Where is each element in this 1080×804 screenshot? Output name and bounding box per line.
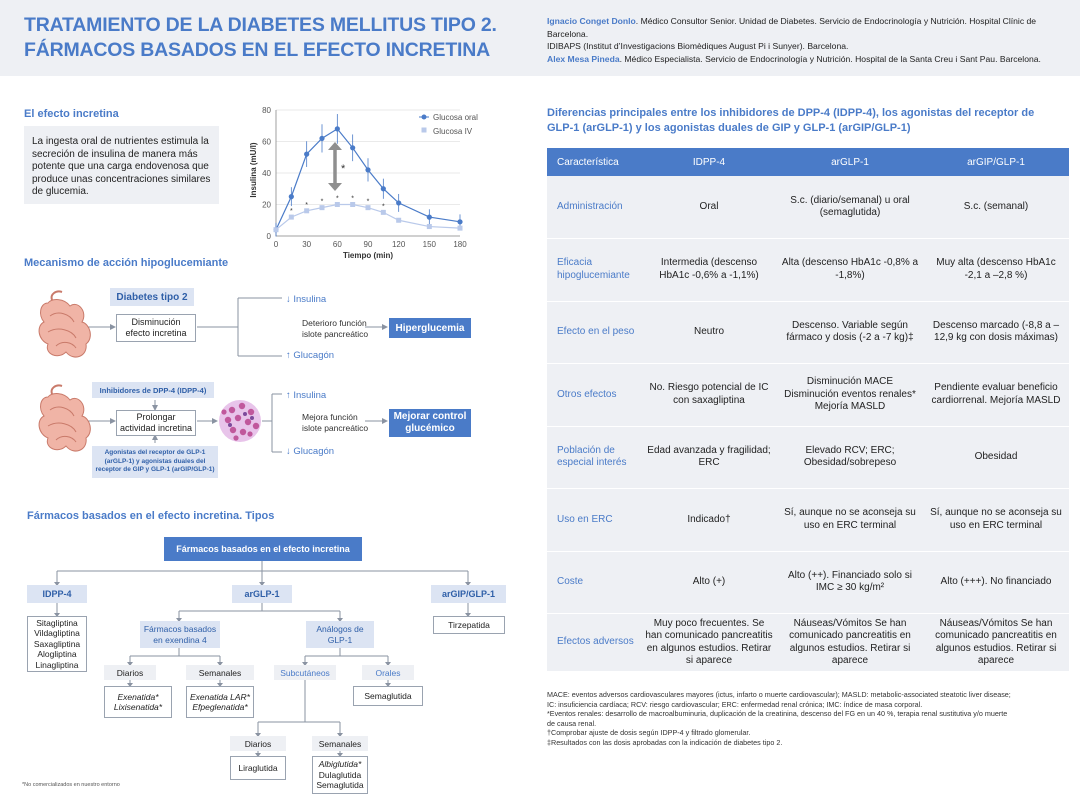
table-cell: Náuseas/Vómitos Se han comunicado pancreatitis en algunos estudios. Retirar si aparece	[777, 614, 923, 672]
footnote: de causa renal.	[547, 718, 597, 728]
tree-root-box: Fármacos basados en el efecto incretina	[164, 537, 362, 561]
table-cell: Alto (+++). No financiado	[923, 551, 1069, 614]
agonist-line-3: receptor de GIP y GLP-1 (arGIP/GLP-1)	[95, 466, 215, 474]
table-cell: S.c. (diario/semanal) u oral (semaglutida)	[777, 176, 923, 239]
table-cell: Intermedia (descenso HbA1c -0,6% a -1,1%)	[641, 239, 777, 302]
exendina-weekly-list	[186, 686, 254, 718]
table-cell: Oral	[641, 176, 777, 239]
table-cell: Sí, aunque no se aconseja su uso en ERC terminal	[777, 489, 923, 552]
semaglutida-oral-box: Semaglutida	[353, 686, 423, 706]
chart-significance-mark: *	[381, 203, 385, 211]
title-line-1: TRATAMIENTO DE LA DIABETES MELLITUS TIPO 2.	[24, 14, 497, 36]
not-marketed-note: *No comercializados en nuestro entorno	[22, 782, 120, 788]
glucagon-down-label: ↓ Glucagón	[286, 446, 335, 457]
semanales-2-box: Semanales	[312, 736, 368, 751]
title-line-2: FÁRMACOS BASADOS EN EL EFECTO INCRETINA	[24, 39, 491, 61]
table-row	[547, 426, 1069, 489]
mejorar-line-2: glucémico	[405, 423, 455, 434]
chart-ytick-label: 0	[266, 232, 271, 241]
exendina-box	[140, 621, 220, 648]
table-cell: Sí, aunque no se aconseja su uso en ERC terminal	[923, 489, 1069, 552]
idpp4-drug: Sitagliptina	[36, 617, 78, 628]
analogos-line-2: GLP-1	[327, 634, 353, 645]
row-label: Coste	[547, 551, 641, 614]
chart-xtick-label: 30	[302, 240, 312, 249]
albiglutida-item: Albiglutida*	[318, 759, 362, 770]
legend-iv: Glucosa IV	[433, 127, 473, 136]
chart-ytick-label: 60	[262, 137, 271, 147]
exendina-line-2: en exendina 4	[153, 634, 207, 645]
insulin-down-label: ↓ Insulina	[286, 294, 327, 305]
row-label: Población de especial interés	[547, 426, 641, 489]
row-label: Efectos adversos	[547, 614, 641, 672]
chart-xtick-label: 120	[391, 240, 406, 249]
efpeglenatida-item: Efpeglenatida*	[192, 702, 248, 712]
table-cell: Muy poco frecuentes. Se han comunicado pancreatitis en algunos estudios. Retirar si aparece	[641, 614, 777, 672]
tree-arglp1-box: arGLP-1	[232, 585, 292, 603]
table-header-cell: IDPP-4	[641, 148, 777, 176]
legend-oral: Glucosa oral	[433, 113, 478, 122]
table-cell: Pendiente evaluar beneficio cardiorrenal. Mejoría MASLD	[923, 364, 1069, 427]
chart-significance-mark: *	[335, 195, 339, 203]
table-row	[547, 551, 1069, 614]
idpp4-drug: Saxagliptina	[33, 638, 81, 649]
table-header-cell: Característica	[547, 148, 641, 176]
table-cell: Elevado RCV; ERC; Obesidad/sobrepeso	[777, 426, 923, 489]
table-row	[547, 176, 1069, 239]
idpp4-drug: Alogliptina	[37, 649, 77, 660]
chart-xtick-label: 60	[332, 240, 342, 249]
table-header-cell: arGIP/GLP-1	[923, 148, 1069, 176]
footnotes	[547, 690, 1067, 748]
hyperglycemia-box: Hiperglucemia	[389, 318, 471, 338]
liraglutida-box: Liraglutida	[230, 756, 286, 780]
dulaglutida-item: Dulaglutida	[318, 769, 362, 780]
row-label: Administración	[547, 176, 641, 239]
author-2-name: Alex Mesa Pineda	[547, 53, 620, 64]
diarios-2-box: Diarios	[230, 736, 286, 751]
analogos-line-1: Análogos de	[316, 624, 364, 634]
table-cell: Obesidad	[923, 426, 1069, 489]
exenatida-lar-item: Exenatida LAR*	[189, 691, 250, 702]
comparison-title: Diferencias principales entre los inhibidores de DPP-4 (IDPP-4), los agonistas del receptor de GLP-1 (arGLP-1) y los agonistas duales de GIP y GLP-1 (arGIP/GLP-1)	[547, 107, 1035, 134]
intro-box: La ingesta oral de nutrientes estimula la secreción de insulina de manera más potente que una carga endovenosa que produce unas concentraciones similares de glucemia.	[24, 126, 219, 204]
table-row	[547, 614, 1069, 672]
chart-significance-mark: *	[320, 198, 324, 206]
table-cell: Náuseas/Vómitos Se han comunicado pancreatitis en algunos estudios. Retirar si aparece	[923, 614, 1069, 672]
table-header-row	[547, 148, 1069, 176]
table-row	[547, 489, 1069, 552]
table-cell: Alto (++). Financiado solo si IMC ≥ 30 kg/m²	[777, 551, 923, 614]
dim-line-1: Disminución	[131, 317, 181, 327]
prolongar-line-1: Prolongar	[136, 412, 176, 422]
agonist-line-2: (arGLP-1) y agonistas duales del	[104, 457, 206, 465]
chart-ytick-label: 20	[262, 200, 271, 210]
mechanism-title: Mecanismo de acción hipoglucemiante	[24, 257, 229, 269]
mejora-line-2: islote pancreático	[302, 422, 369, 433]
chart-xtick-label: 150	[422, 240, 437, 249]
analogos-box	[306, 621, 374, 648]
footnote: IC: insuficiencia cardíaca; RCV: riesgo cardiovascular; ERC: enfermedad renal crónica; IMC: índice de masa corporal.	[547, 699, 923, 709]
lixisenatida-item: Lixisenatida*	[113, 702, 163, 712]
glucagon-up-label: ↑ Glucagón	[286, 350, 335, 361]
row-label: Efecto en el peso	[547, 301, 641, 364]
idpp4-drug: Vildagliptina	[34, 628, 80, 639]
chart-xtick-label: 90	[363, 240, 373, 249]
exenatida-item: Exenatida*	[117, 691, 159, 702]
semanales-box: Semanales	[186, 665, 254, 680]
exendina-daily-list	[104, 686, 172, 718]
footnote: MACE: eventos adversos cardiovasculares mayores (ictus, infarto o muerte cardiovascular); MASLD: metabolic-associated steatotic liver disease;	[547, 690, 1011, 699]
table-row	[547, 301, 1069, 364]
chart-xlabel: Tiempo (min)	[342, 251, 394, 260]
tree-argip-box: arGIP/GLP-1	[431, 585, 506, 603]
table-cell: Neutro	[641, 301, 777, 364]
deterioro-line-1: Deterioro función	[302, 318, 367, 328]
types-title: Fármacos basados en el efecto incretina. Tipos	[27, 510, 275, 522]
row-label: Otros efectos	[547, 364, 641, 427]
chart-ylabel: Insulina (mU/l)	[249, 142, 258, 198]
table-row	[547, 239, 1069, 302]
table-row	[547, 364, 1069, 427]
footnote: *Eventos renales: desarrollo de macroalbuminuria, duplicación de la creatinina, descenso del FG en un 40 %, terapia renal sustitutiva y/o muerte	[547, 709, 1008, 719]
chart-ytick-label: 40	[262, 169, 271, 178]
table-cell: Indicado†	[641, 489, 777, 552]
deterioro-line-2: islote pancreático	[302, 328, 369, 339]
idpp4-drug: Linagliptina	[35, 659, 79, 670]
table-cell: No. Riesgo potencial de IC con saxagliptina	[641, 364, 777, 427]
author-1-desc: . Médico Consultor Senior. Unidad de Diabetes. Servicio de Endocrinología y Nutrición. Hospital Clínic de Barcelona.	[547, 16, 1037, 39]
tirzepatida-box: Tirzepatida	[433, 616, 505, 634]
table-header-cell: arGLP-1	[777, 148, 923, 176]
table-cell: Alta (descenso HbA1c -0,8% a -1,8%)	[777, 239, 923, 302]
comparison-table	[547, 148, 1069, 672]
chart-xtick-label: 180	[453, 240, 467, 249]
exendina-line-1: Fármacos basados	[143, 624, 217, 634]
analog-weekly-list	[312, 756, 368, 794]
row-label: Uso en ERC	[547, 489, 641, 552]
mejorar-line-1: Mejorar control	[393, 411, 467, 422]
chart-annotation: *	[341, 163, 346, 175]
table-cell: Muy alta (descenso HbA1c -2,1 a –2,8 %)	[923, 239, 1069, 302]
author-1-name: Ignacio Conget Donlo	[547, 16, 636, 26]
author-2-desc: . Médico Especialista. Servicio de Endocrinología y Nutrición. Hospital de la Santa Creu i Sant Pau. Barcelona.	[619, 53, 1041, 64]
chart-ytick-label: 80	[262, 106, 271, 115]
author-1-desc-2: IDIBAPS (Institut d’Investigacions Biomèdiques August Pi i Sunyer). Barcelona.	[547, 41, 849, 51]
chart-significance-mark: *	[305, 201, 309, 209]
row-label: Eficacia hipoglucemiante	[547, 239, 641, 302]
chart-significance-mark: *	[289, 208, 293, 216]
semaglutida-item: Semaglutida	[316, 780, 364, 791]
footnote: †Comprobar ajuste de dosis según IDPP-4 y filtrado glomerular.	[547, 728, 751, 738]
table-cell: Descenso marcado (-8,8 a –12,9 kg con dosis máximas)	[923, 301, 1069, 364]
dim-line-2: efecto incretina	[125, 328, 187, 338]
diarios-box: Diarios	[104, 665, 156, 680]
table-cell: Descenso. Variable según fármaco y dosis (-2 a -7 kg)‡	[777, 301, 923, 364]
table-cell: Edad avanzada y fragilidad; ERC	[641, 426, 777, 489]
footnote: ‡Resultados con las dosis aprobadas con la indicación de diabetes tipo 2.	[547, 737, 783, 747]
table-cell: Disminución MACE Disminución eventos renales* Mejoría MASLD	[777, 364, 923, 427]
idpp4-drug-list	[27, 616, 87, 672]
chart-xtick-label: 0	[273, 240, 279, 249]
prolongar-line-2: actividad incretina	[119, 423, 193, 433]
dm2-box: Diabetes tipo 2	[110, 288, 194, 306]
tree-idpp4-box: IDPP-4	[27, 585, 87, 603]
chart-significance-mark: *	[351, 195, 355, 203]
table-cell: S.c. (semanal)	[923, 176, 1069, 239]
intro-title: El efecto incretina	[24, 108, 119, 120]
mejora-line-1: Mejora función	[302, 412, 358, 422]
idpp4-label-box: Inhibidores de DPP-4 (IDPP-4)	[92, 382, 214, 398]
agonist-line-1: Agonistas del receptor de GLP-1	[104, 449, 206, 457]
table-cell: Alto (+)	[641, 551, 777, 614]
subcutaneos-box: Subcutáneos	[274, 665, 336, 680]
orales-box: Orales	[362, 665, 414, 680]
insulin-up-label: ↑ Insulina	[286, 390, 327, 401]
chart-significance-mark: *	[366, 198, 370, 206]
